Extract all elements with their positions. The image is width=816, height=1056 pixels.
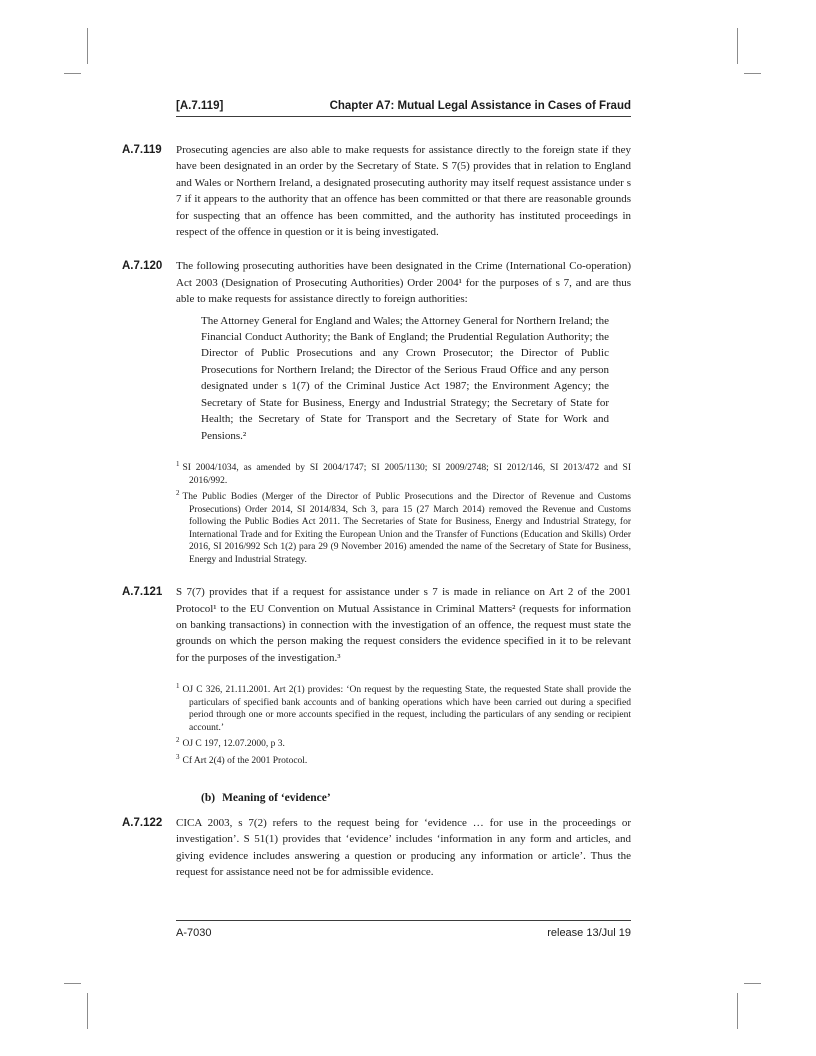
- crop-mark-bottom-left-vertical: [87, 993, 88, 1029]
- paragraph-number: A.7.120: [122, 260, 163, 273]
- footer-rule: [176, 920, 631, 921]
- footnote: [176, 680, 631, 734]
- footnote-marker: 2: [176, 489, 180, 498]
- paragraph-number-empty: [122, 792, 176, 794]
- footnote: [176, 751, 631, 768]
- footer-release: release 13/Jul 19: [547, 927, 631, 939]
- footnote-text: OJ C 326, 21.11.2001. Art 2(1) provides: ‘On request by the requesting State, the requested State shall provide the particulars of specified bank accounts and of banking operations which have been carried out during a specified period through one or more accounts specified in the request, including the particulars of any sending or recipient account.’: [182, 685, 631, 733]
- paragraph-number: A.7.122: [122, 816, 163, 829]
- subsection-heading-row: [122, 792, 631, 804]
- footnote-text: SI 2004/1034, as amended by SI 2004/1747; SI 2005/1130; SI 2009/2748; SI 2012/146, SI 2013/472 and SI 2016/992.: [182, 463, 631, 486]
- footnote-text: OJ C 197, 12.07.2000, p 3.: [182, 739, 285, 750]
- paragraph-number: A.7.119: [122, 144, 162, 156]
- crop-mark-bottom-right-vertical: [737, 993, 738, 1029]
- footnote: [176, 458, 631, 487]
- main-text: [122, 142, 631, 880]
- header-rule: [176, 116, 631, 117]
- paragraph-a7-122: [122, 815, 631, 881]
- page-header: [176, 100, 631, 117]
- crop-mark-top-right-vertical: [737, 28, 738, 64]
- footnote-text: The Public Bodies (Merger of the Director of Public Prosecutions and the Director of Revenue and Customs Prosecutions) Order 2014, SI 2014/834, Sch 3, para 15 (27 March 2014) removed the Revenue and Customs following the Public Bodies Act 2011. The Secretaries of State for Business, Energy and Industrial Strategy, for International Trade and for Exiting the European Union and the Transfer of Functions (Education and Skills) Order 2016, SI 2016/992 Sch 1(2) para 29 (9 November 2016) amended the name of the Secretary of State for Business, Energy and Industrial Strategy.: [182, 492, 631, 565]
- page-footer: [176, 920, 631, 939]
- footnotes-group: [176, 458, 631, 566]
- subsection-heading: [201, 792, 631, 804]
- header-section-ref: [A.7.119]: [176, 100, 224, 112]
- paragraph-a7-121: [122, 584, 631, 768]
- crop-mark-top-right-horizontal: [744, 73, 761, 74]
- paragraph-a7-119: [122, 142, 631, 240]
- block-quote: The Attorney General for England and Wales; the Attorney General for Northern Ireland; the Financial Conduct Authority; the Bank of England; the Prudential Regulation Authority; the Director of Public Prosecutions and any Crown Prosecutor; the Director of Public Prosecutions for Northern Ireland; the Director of the Serious Fraud Office and any person designated under s 1(7) of the Criminal Justice Act 1987; the Environment Agency; the Secretary of State for Business, Energy and Industrial Strategy; the Secretary of State for Health; the Secretary of State for Transport and the Secretary of State for Work and Pensions.²: [201, 314, 609, 442]
- crop-mark-bottom-left-horizontal: [64, 983, 81, 984]
- subsection-title: Meaning of ‘evidence’: [222, 791, 331, 804]
- header-chapter-title: Chapter A7: Mutual Legal Assistance in Cases of Fraud: [329, 100, 631, 112]
- footnote-marker: 1: [176, 682, 180, 691]
- paragraph-body: Prosecuting agencies are also able to make requests for assistance directly to the foreign state if they have been designated in an order by the Secretary of State. S 7(5) provides that in relation to England and Wales or Northern Ireland, a designated prosecuting authority may itself request assistance under s 7 if it appears to the authority that an offence has been committed or that there are reasonable grounds for suspecting that an offence has been committed, and the authority has instituted proceedings in respect of the offence in question or it is being investigated.: [176, 144, 631, 239]
- crop-mark-bottom-right-horizontal: [744, 983, 761, 984]
- crop-mark-top-left-horizontal: [64, 73, 81, 74]
- footnotes-group: [176, 680, 631, 767]
- crop-mark-top-left-vertical: [87, 28, 88, 64]
- paragraph-number: A.7.121: [122, 586, 163, 599]
- paragraph-a7-120: [122, 258, 631, 566]
- footnote: [176, 487, 631, 566]
- paragraph-body: CICA 2003, s 7(2) refers to the request being for ‘evidence … for use in the proceedings or investigation’. S 51(1) provides that ‘evidence’ includes ‘information in any form and articles, and giving evidence includes answering a question or producing any information or article’. Thus the request for assistance need not be for admissible evidence.: [176, 816, 631, 878]
- footnote-marker: 1: [176, 459, 180, 468]
- footnote-marker: 2: [176, 736, 180, 745]
- paragraph-body: The following prosecuting authorities have been designated in the Crime (International Co-operation) Act 2003 (Designation of Prosecuting Authorities) Order 2004¹ for the purposes of s 7, and are thus able to make requests for assistance directly to foreign authorities:: [176, 260, 631, 306]
- footnote-text: Cf Art 2(4) of the 2001 Protocol.: [182, 756, 308, 767]
- subsection-label: (b): [201, 791, 216, 804]
- footnote: [176, 734, 631, 751]
- footnote-marker: 3: [176, 753, 180, 762]
- footer-page-number: A-7030: [176, 927, 212, 939]
- paragraph-body: S 7(7) provides that if a request for assistance under s 7 is made in reliance on Art 2 of the 2001 Protocol¹ to the EU Convention on Mutual Assistance in Criminal Matters² (requests for information on banking transactions) in connection with the investigation of an offence, the request must state the grounds on which the person making the request considers the evidence specified in it to be relevant for the purposes of the investigation.³: [176, 586, 631, 664]
